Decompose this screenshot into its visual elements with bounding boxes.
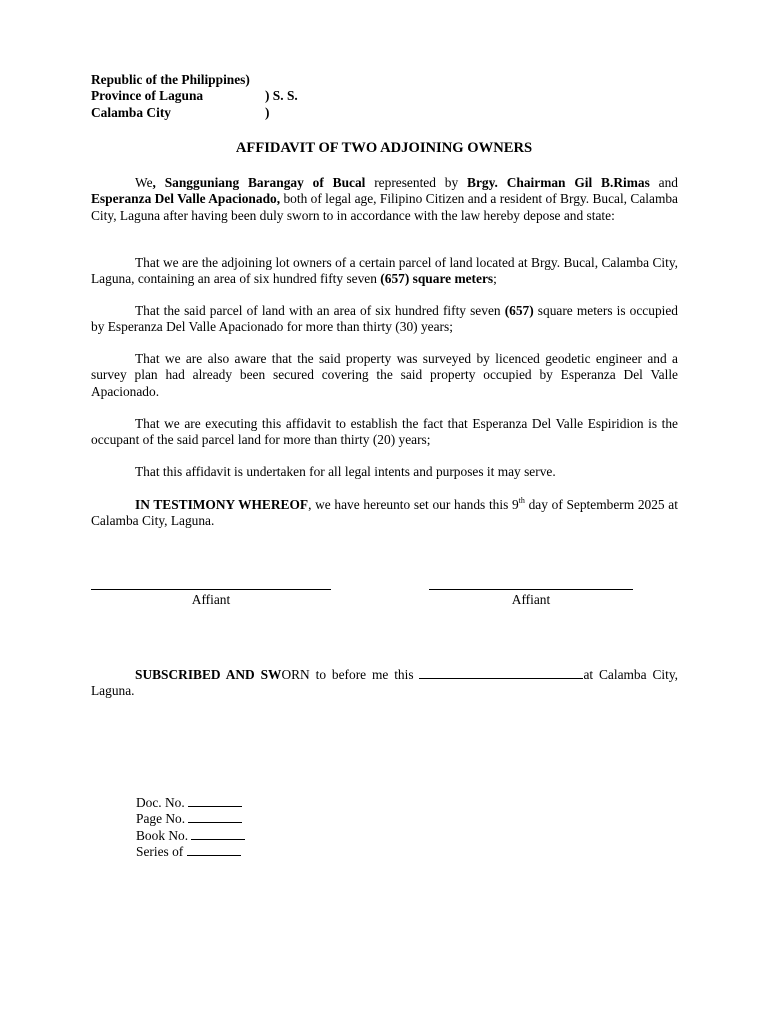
testimony-sup: th [518, 496, 525, 505]
book-no-label: Book No. [136, 827, 189, 843]
testimony-paragraph [91, 497, 678, 530]
doc-no-blank [188, 795, 242, 807]
caption-city: Calamba City [91, 104, 171, 120]
para1-bold: (657) square meters [380, 271, 494, 287]
signature-line-right [429, 575, 633, 590]
intro-paragraph [91, 175, 678, 224]
document-title: AFFIDAVIT OF TWO ADJOINING OWNERS [235, 140, 533, 156]
para2-text: That the said parcel of land with an area of six hundred fifty seven [135, 303, 505, 318]
signature-block-right [429, 575, 633, 608]
para3-text: That we are also aware that the said property was surveyed by licenced geodetic engineer and a survey plan had already been secured covering the said property occupied by Esperanza Del Valle Apacionado. [91, 351, 678, 399]
book-no-blank [191, 828, 245, 840]
caption-republic: Republic of the Philippines) [91, 72, 250, 87]
para5-text: That this affidavit is undertaken for all legal intents and purposes it may serve. [135, 464, 556, 479]
caption-paren: ) [265, 104, 270, 120]
intro-rest: both of legal age, Filipino Citizen and a resident of Brgy. Bucal, Calamba City, Laguna after having been duly sworn to in accordance with the law hereby depose and state: [91, 191, 678, 223]
series-blank [187, 844, 241, 856]
intro-represented: represented by [365, 175, 468, 190]
caption-ss: ) S. S. [265, 88, 298, 104]
para1-text: That we are the adjoining lot owners of a certain parcel of land located at Brgy. Bucal, Calamba City, Laguna, containing an area of six hundred fifty seven [91, 255, 678, 287]
para1-end: ; [493, 271, 497, 287]
intro-and: and [649, 175, 678, 190]
testimony-end: day of Septemberm 2025 at Calamba City, Laguna. [91, 497, 678, 529]
testimony-bold: IN TESTIMONY WHEREOF [135, 497, 309, 512]
affiant-label-left: Affiant [191, 592, 231, 607]
para2-end: square meters is occupied by Esperanza Del Valle Apacionado for more than thirty (30) years; [91, 303, 678, 335]
intro-party2: Esperanza Del Valle Apacionado, [91, 191, 281, 207]
series-label: Series of [136, 843, 184, 859]
venue-caption [91, 72, 298, 121]
signature-line-left [91, 575, 331, 590]
intro-chairman: Brgy. Chairman Gil B.Rimas [467, 175, 650, 190]
para4-text: That we are executing this affidavit to establish the fact that Esperanza Del Valle Espiridion is the occupant of the said parcel land for more than thirty (20) years; [91, 416, 678, 448]
doc-no-label: Doc. No. [136, 795, 185, 810]
jurat-date-blank [419, 667, 583, 679]
intro-we: We [135, 175, 153, 190]
caption-province: Province of Laguna [91, 88, 204, 104]
intro-party1: , Sangguniang Barangay of Bucal [152, 175, 366, 190]
affiant-label-right: Affiant [511, 592, 551, 607]
notarial-register [136, 795, 245, 860]
jurat-paragraph [91, 667, 678, 700]
jurat-text: ORN to before me this [281, 667, 420, 682]
paragraph-2 [91, 303, 678, 336]
paragraph-1 [91, 255, 678, 288]
para2-bold: (657) [504, 303, 534, 318]
page-no-label: Page No. [136, 811, 186, 827]
signature-block-left [91, 575, 331, 608]
paragraph-3 [91, 351, 678, 400]
jurat-after: at Calamba City, Laguna. [91, 667, 678, 699]
page-no-blank [188, 811, 242, 823]
paragraph-4 [91, 416, 678, 449]
paragraph-5 [91, 464, 678, 480]
testimony-text: , we have hereunto set our hands this 9 [308, 497, 519, 512]
jurat-bold: SUBSCRIBED AND SW [135, 667, 282, 682]
